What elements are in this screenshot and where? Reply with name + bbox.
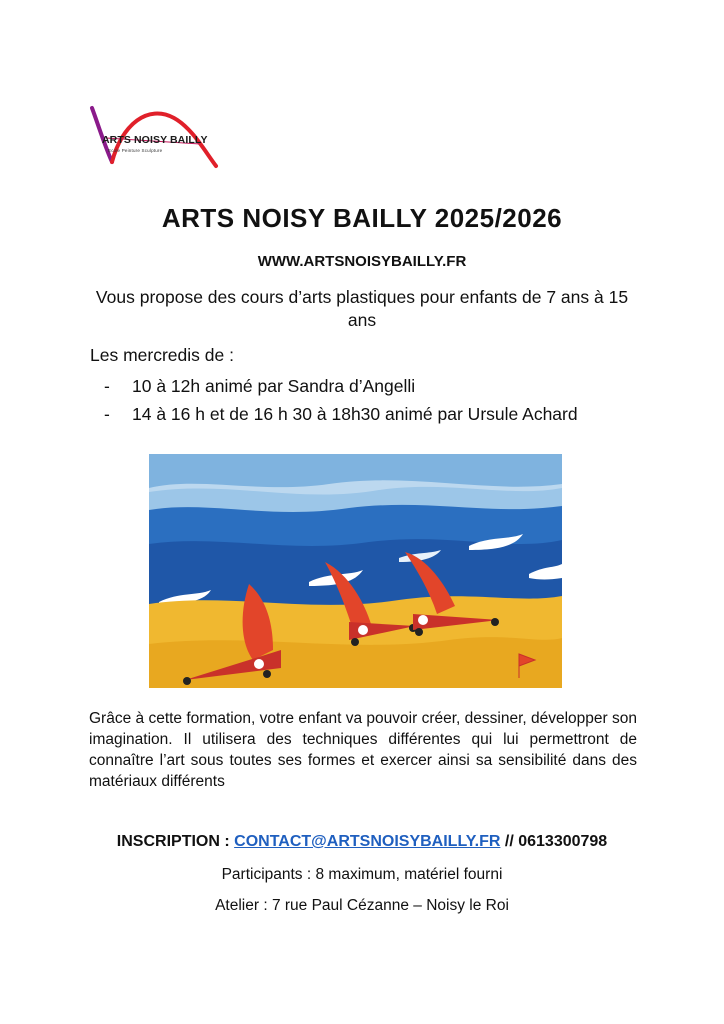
logo: [88, 104, 220, 174]
logo-name: ARTS NOISY BAILLY: [102, 134, 208, 146]
sand-yacht-painting: [149, 454, 562, 688]
separator: //: [504, 833, 514, 850]
page-title: ARTS NOISY BAILLY 2025/2026: [161, 203, 563, 233]
days-label: Les mercredis de :: [90, 345, 234, 365]
inscription-line: [0, 833, 724, 851]
description-text: Grâce à cette formation, votre enfant va pouvoir créer, dessiner, développer son imagination. Il utilisera des techniques différentes qui lui permettront de connaître l’art sous toutes ses formes et exercer ainsi sa sensibilité dans des matériaux différents: [89, 710, 637, 790]
list-item: [104, 376, 578, 404]
logo-subtitle: Ecole Peinture Sculpture: [108, 148, 163, 153]
inscription-label: INSCRIPTION :: [116, 833, 230, 850]
participants-text: Participants : 8 maximum, matériel fourni: [221, 866, 503, 883]
list-dash: -: [104, 404, 110, 424]
contact-email-link[interactable]: CONTACT@ARTSNOISYBAILLY.FR: [234, 833, 501, 850]
website-link[interactable]: WWW.ARTSNOISYBAILLY.FR: [257, 253, 467, 270]
painting-image: [149, 454, 562, 688]
schedule-list: [104, 376, 578, 432]
slot-text: 10 à 12h animé par Sandra d’Angelli: [132, 376, 416, 396]
list-dash: -: [104, 376, 110, 396]
list-item: [104, 404, 578, 432]
phone-number: 0613300798: [518, 833, 608, 850]
intro-text: Vous propose des cours d’arts plastiques pour enfants de 7 ans à 15 ans: [95, 287, 629, 330]
atelier-address: Atelier : 7 rue Paul Cézanne – Noisy le Roi: [215, 897, 509, 914]
slot-text: 14 à 16 h et de 16 h 30 à 18h30 animé par Ursule Achard: [132, 404, 578, 424]
